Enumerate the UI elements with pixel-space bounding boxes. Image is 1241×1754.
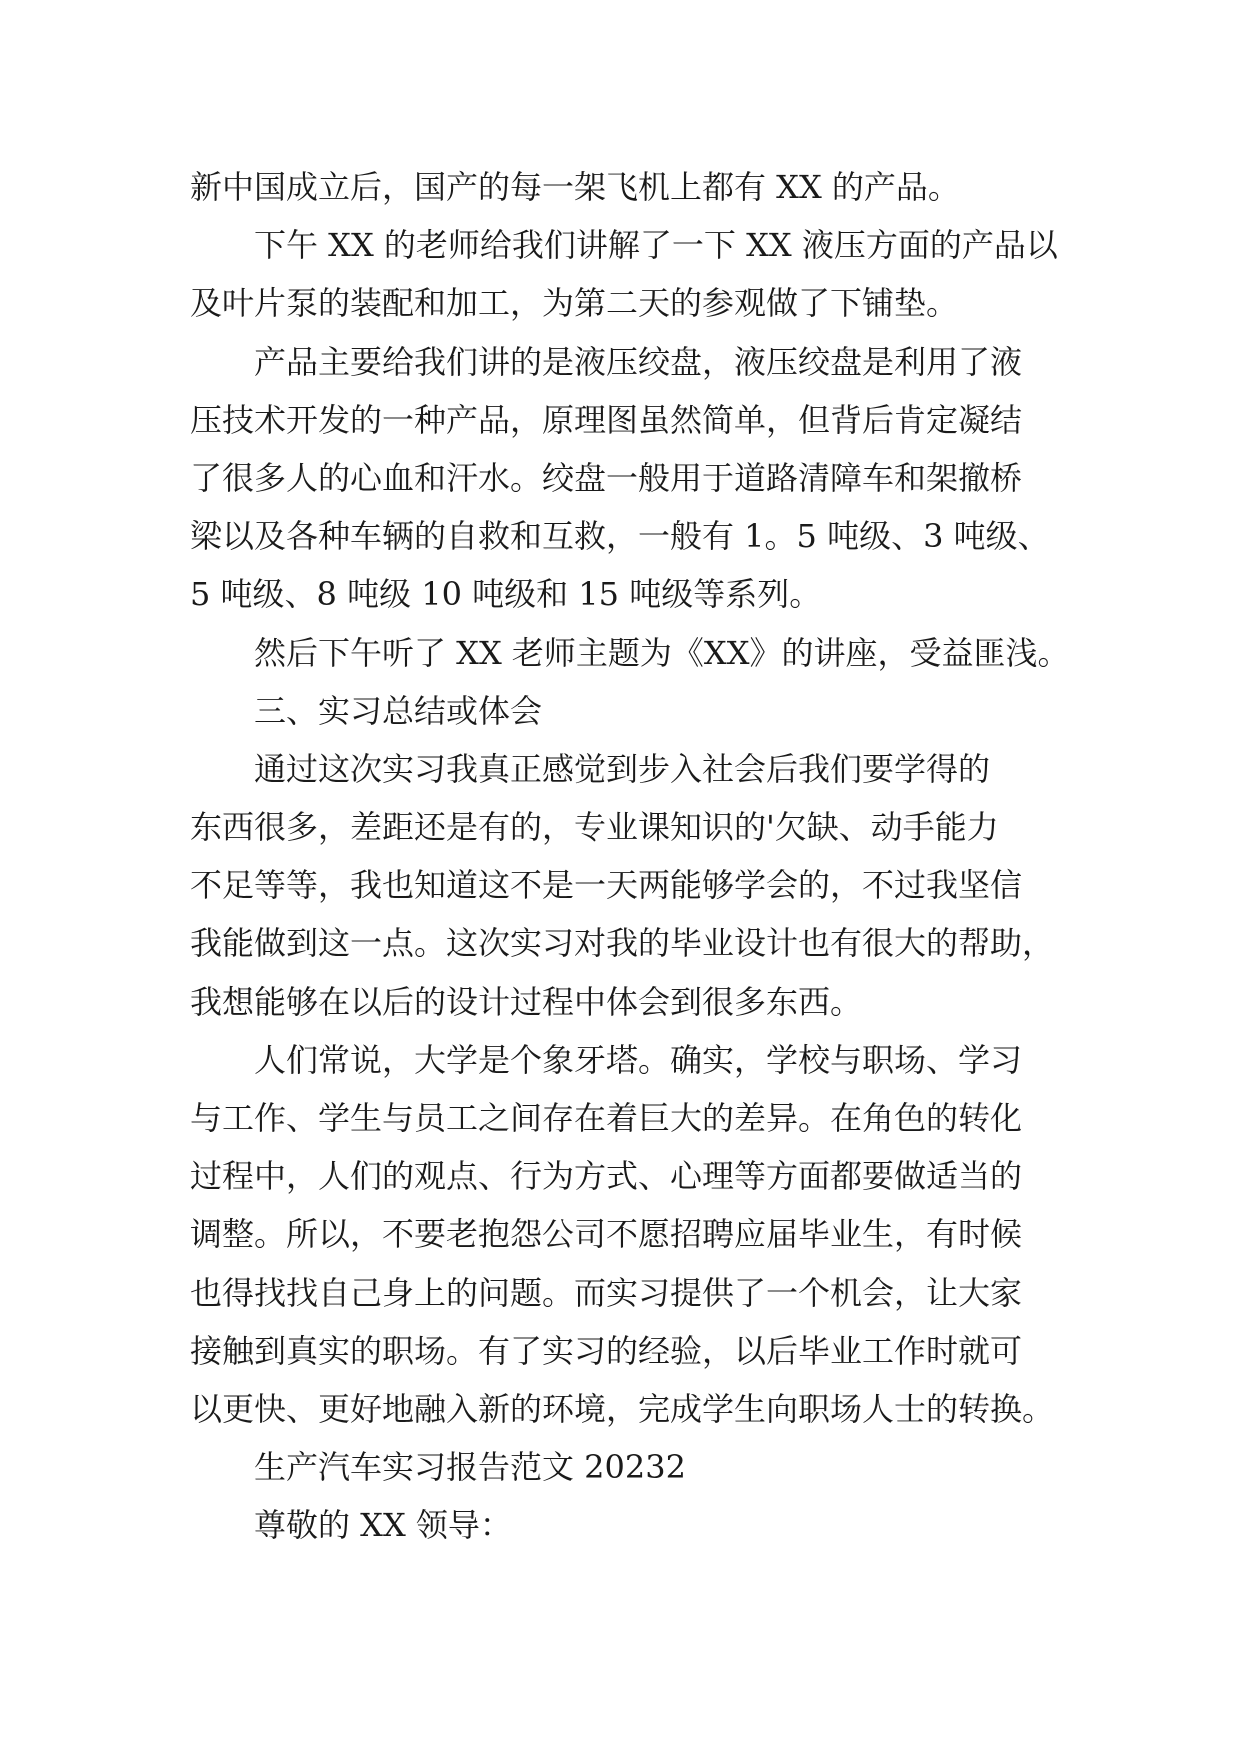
text-line: 梁以及各种车辆的自救和互救，一般有 1。5 吨级、3 吨级、 bbox=[190, 517, 1050, 556]
text-line: 我想能够在以后的设计过程中体会到很多东西。 bbox=[190, 982, 863, 1021]
text-line: 调整。所以，不要老抱怨公司不愿招聘应届毕业生，有时候 bbox=[190, 1215, 1023, 1254]
text-line: 以更快、更好地融入新的环境，完成学生向职场人士的转换。 bbox=[190, 1389, 1055, 1428]
text-line: 接触到真实的职场。有了实习的经验，以后毕业工作时就可 bbox=[190, 1331, 1023, 1370]
text-line: 不足等等，我也知道这不是一天两能够学会的，不过我坚信 bbox=[190, 866, 1023, 905]
text-line: 过程中，人们的观点、行为方式、心理等方面都要做适当的 bbox=[190, 1157, 1023, 1196]
paragraph-start-line: 人们常说，大学是个象牙塔。确实，学校与职场、学习 bbox=[254, 1040, 1023, 1079]
paragraph-start-line: 然后下午听了 XX 老师主题为《XX》的讲座，受益匪浅。 bbox=[254, 633, 1070, 672]
text-line: 新中国成立后，国产的每一架飞机上都有 XX 的产品。 bbox=[190, 168, 960, 206]
text-line: 了很多人的心血和汗水。绞盘一般用于道路清障车和架撤桥 bbox=[190, 458, 1023, 497]
text-line: 我能做到这一点。这次实习对我的毕业设计也有很大的帮助， bbox=[190, 924, 1055, 963]
text-line: 也得找找自己身上的问题。而实习提供了一个机会，让大家 bbox=[190, 1273, 1023, 1312]
report-title-line: 生产汽车实习报告范文 20232 bbox=[254, 1448, 686, 1487]
section-heading: 三、实习总结或体会 bbox=[254, 691, 543, 730]
text-line: 5 吨级、8 吨级 10 吨级和 15 吨级等系列。 bbox=[190, 575, 822, 614]
paragraph-start-line: 产品主要给我们讲的是液压绞盘，液压绞盘是利用了液 bbox=[254, 342, 1023, 381]
paragraph-start-line: 下午 XX 的老师给我们讲解了一下 XX 液压方面的产品以 bbox=[254, 226, 1058, 265]
text-line: 与工作、学生与员工之间存在着巨大的差异。在角色的转化 bbox=[190, 1099, 1023, 1137]
text-line: 东西很多，差距还是有的，专业课知识的'欠缺、动手能力 bbox=[190, 808, 999, 847]
paragraph-start-line: 通过这次实习我真正感觉到步入社会后我们要学得的 bbox=[254, 749, 991, 788]
text-line: 及叶片泵的装配和加工，为第二天的参观做了下铺垫。 bbox=[190, 284, 959, 323]
text-line: 压技术开发的一种产品，原理图虽然简单，但背后肯定凝结 bbox=[190, 400, 1023, 439]
salutation-line: 尊敬的 XX 领导： bbox=[254, 1506, 512, 1545]
document-body bbox=[190, 158, 1090, 1555]
